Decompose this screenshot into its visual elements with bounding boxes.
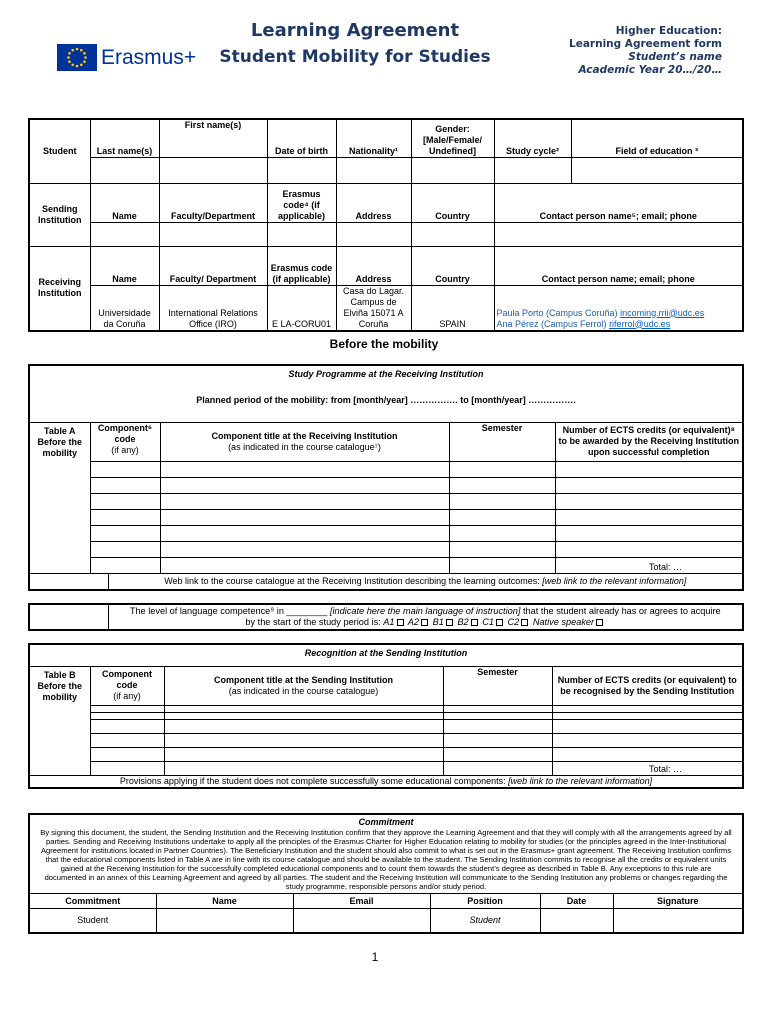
receiving-country-header: Country (411, 246, 494, 285)
eu-flag-icon (57, 44, 97, 71)
language-level-checkbox[interactable] (496, 619, 503, 626)
first-name-header: First name(s) (159, 119, 267, 157)
sending-erasmus-code-header: Erasmus code⁴ (if applicable) (267, 183, 336, 222)
table-a-row-3-title[interactable] (160, 493, 449, 509)
table-a-row-3-code[interactable] (90, 493, 160, 509)
planned-period: Planned period of the mobility: from [month/year] ……………. to [month/year] ……………. (196, 395, 576, 405)
language-level-checkbox[interactable] (521, 619, 528, 626)
table-b-col-title (164, 666, 443, 705)
language-level-checkbox[interactable] (596, 619, 603, 626)
study-cycle-header: Study cycle² (494, 119, 571, 157)
table-a-total-spacer3 (449, 557, 555, 573)
table-b-row-2-semester[interactable] (443, 712, 552, 719)
language-level-checkbox[interactable] (397, 619, 404, 626)
table-b-label: Table B Before the mobility (29, 666, 90, 775)
logo-text: Erasmus+ (101, 46, 197, 69)
language-level-c2: C2 (507, 617, 520, 627)
table-a-row-2-code[interactable] (90, 477, 160, 493)
nationality-cell[interactable] (336, 157, 411, 183)
table-b-row-3-ects[interactable] (552, 719, 743, 733)
weblink-placeholder[interactable]: [web link to the relevant information] (542, 575, 687, 586)
language-level-native-speaker: Native speaker (532, 617, 595, 627)
dob-cell[interactable] (267, 157, 336, 183)
last-name-header: Last name(s) (90, 119, 159, 157)
table-a-row-1-title[interactable] (160, 461, 449, 477)
commitment-body: By signing this document, the student, the Sending Institution and the Receiving Institution confirm that they approve the Learning Agreement and that they will comply with all the arrangements agreed by all parties. Sending and Receiving Institutions undertake to apply all the principles of the Erasmus Charter for Higher Education relating to mobility for studies (or the principles agreed in the Inter-Institutional Agreement for institutions located in Partner Countries). The Beneficiary Institution and the student should also commit to what is set out in the Erasmus+ grant agreement. The Receiving Institution confirms that the educational components listed in Table A are in line with its course catalogue and should be available to the student. The Sending Institution commits to recognise all the credits or equivalent units gained at the Receiving Institution for the successfully completed educational components and to count them towards the student’s degree as described in Table B. Any exceptions to this rule are documented in an annex of this Learning Agreement and agreed by all parties. The student and the Receiving Institution will communicate to the Sending Institution any problems or changes regarding the study programme, responsible persons and/or study period. (40, 828, 732, 891)
table-a-row-5-code[interactable] (90, 525, 160, 541)
commitment-student-name[interactable] (156, 909, 293, 933)
commitment-header-position: Position (430, 894, 540, 909)
gender-cell[interactable] (411, 157, 494, 183)
language-text-pre: The level of language competence⁹ in ________ (129, 606, 330, 616)
language-cell (108, 604, 743, 630)
table-a-row-5-semester[interactable] (449, 525, 555, 541)
sending-row-label: Sending Institution (29, 183, 90, 246)
table-b-row-1-code[interactable] (90, 705, 164, 712)
table-b-row-1-title[interactable] (164, 705, 443, 712)
contact1-email-link[interactable]: incoming.rrii@udc.es (620, 307, 705, 318)
table-b-row-4-title[interactable] (164, 733, 443, 747)
language-level-checkbox[interactable] (471, 619, 478, 626)
table-a-row-6-title[interactable] (160, 541, 449, 557)
sending-name-header: Name (90, 183, 159, 222)
header-right-block (569, 25, 722, 77)
language-table (28, 603, 744, 631)
commitment-row-student: Student (29, 909, 156, 933)
commitment-header-name: Name (156, 894, 293, 909)
commitment-text-cell (29, 814, 743, 894)
header-right-line3: Student’s name (628, 51, 722, 63)
weblink-cell (108, 573, 743, 590)
table-a-col-code (90, 422, 160, 461)
last-name-cell[interactable] (90, 157, 159, 183)
table-b-col-title-sub: (as indicated in the course catalogue) (228, 685, 379, 696)
table-b-row-5-code[interactable] (90, 747, 164, 761)
student-row-label: Student (29, 119, 90, 183)
receiving-contact-header: Contact person name; email; phone (494, 246, 743, 285)
commitment-title: Commitment (358, 817, 414, 827)
header-right-line1: Higher Education: (615, 25, 722, 37)
receiving-name-value: Universidade da Coruña (90, 285, 159, 331)
receiving-faculty-header: Faculty/ Department (159, 246, 267, 285)
table-a-col-code-title: Component⁶ code (97, 422, 153, 444)
table-b-total-spacer (90, 761, 164, 775)
language-levels (111, 617, 741, 628)
table-a-row-5-title[interactable] (160, 525, 449, 541)
commitment-header-signature: Signature (613, 894, 743, 909)
table-a-row-4-ects[interactable] (555, 509, 743, 525)
receiving-country-value: SPAIN (411, 285, 494, 331)
table-a-row-6-ects[interactable] (555, 541, 743, 557)
language-spacer (29, 604, 108, 630)
table-b-row-3-code[interactable] (90, 719, 164, 733)
language-level-b2: B2 (457, 617, 469, 627)
commitment-student-date[interactable] (540, 909, 613, 933)
commitment-student-position: Student (430, 909, 540, 933)
commitment-header-commitment: Commitment (29, 894, 156, 909)
language-text-post: that the student already has or agrees to acquire (520, 606, 721, 616)
nationality-header: Nationality¹ (336, 119, 411, 157)
commitment-header-date: Date (540, 894, 613, 909)
table-b-row-2-ects[interactable] (552, 712, 743, 719)
commitment-header-email: Email (293, 894, 430, 909)
receiving-faculty-value: International Relations Office (IRO) (159, 285, 267, 331)
table-a-col-title-main: Component title at the Receiving Institution (211, 430, 398, 441)
student-institution-table (28, 118, 744, 332)
dob-header: Date of birth (267, 119, 336, 157)
commitment-student-signature[interactable] (613, 909, 743, 933)
document-subtitle: Student Mobility for Studies (219, 47, 491, 67)
sending-contact-header: Contact person name⁵; email; phone (494, 183, 743, 222)
table-a-total-spacer2 (160, 557, 449, 573)
provisions-placeholder[interactable]: [web link to the relevant information] (508, 775, 653, 786)
table-b-row-5-ects[interactable] (552, 747, 743, 761)
language-level-a1: A1 (383, 617, 395, 627)
table-b-col-code (90, 666, 164, 705)
table-b-row-5-semester[interactable] (443, 747, 552, 761)
table-a-row-4-code[interactable] (90, 509, 160, 525)
sending-contact-cell[interactable] (494, 222, 743, 246)
table-b-col-code-title: Component code (102, 669, 152, 690)
table-a-row-1-code[interactable] (90, 461, 160, 477)
table-a-total-spacer (90, 557, 160, 573)
table-b-total-spacer3 (443, 761, 552, 775)
language-level-checkbox[interactable] (446, 619, 453, 626)
table-a-row-6-code[interactable] (90, 541, 160, 557)
sending-country-cell[interactable] (411, 222, 494, 246)
contact1-name: Paula Porto (Campus Coruña) (496, 307, 618, 318)
table-a-row-3-ects[interactable] (555, 493, 743, 509)
table-b-col-ects: Number of ECTS credits (or equivalent) to be recognised by the Sending Institution (552, 666, 743, 705)
receiving-name-header: Name (90, 246, 159, 285)
sending-address-header: Address (336, 183, 411, 222)
language-level-a2: A2 (407, 617, 419, 627)
section-title: Before the mobility (329, 337, 439, 351)
table-b-row-4-semester[interactable] (443, 733, 552, 747)
weblink-text: Web link to the course catalogue at the Receiving Institution describing the learning outcomes: (164, 575, 543, 586)
table-a (28, 364, 744, 591)
receiving-code-value: E LA-CORU01 (267, 285, 336, 331)
gender-header: Gender: [Male/Female/ Undefined] (411, 119, 494, 157)
header-right-line4: Academic Year 20…/20… (578, 64, 722, 76)
commitment-student-email[interactable] (293, 909, 430, 933)
language-level-c1: C1 (482, 617, 494, 627)
table-b-row-4-ects[interactable] (552, 733, 743, 747)
table-b-col-code-sub: (if any) (113, 691, 141, 701)
table-b-row-1-semester[interactable] (443, 705, 552, 712)
table-a-row-2-ects[interactable] (555, 477, 743, 493)
table-a-col-ects: Number of ECTS credits (or equivalent)⁸ to be awarded by the Receiving Institution upon successful completion (555, 422, 743, 461)
table-b-row-2-title[interactable] (164, 712, 443, 719)
table-b-total: Total: … (552, 761, 743, 775)
table-a-row-2-semester[interactable] (449, 477, 555, 493)
table-a-col-code-sub: (if any) (111, 444, 139, 455)
table-a-col-title (160, 422, 449, 461)
table-b-row-1-ects[interactable] (552, 705, 743, 712)
header-right-line2: Learning Agreement form (569, 38, 722, 50)
language-level-b1: B1 (432, 617, 444, 627)
document-title: Learning Agreement (250, 20, 460, 41)
table-a-col-title-sub: (as indicated in the course catalogue⁷) (228, 441, 381, 452)
table-a-col-semester: Semester (449, 422, 555, 461)
table-a-row-2-title[interactable] (160, 477, 449, 493)
table-b-row-2-code[interactable] (90, 712, 164, 719)
language-text-italic: [indicate here the main language of instruction] (329, 606, 521, 616)
provisions-text: Provisions applying if the student does not complete successfully some educational components: (119, 775, 509, 786)
commitment-table (28, 813, 744, 934)
table-b-row-5-title[interactable] (164, 747, 443, 761)
first-name-cell[interactable] (159, 157, 267, 183)
field-of-education-header: Field of education ³ (571, 119, 743, 157)
weblink-spacer (29, 573, 108, 590)
sending-code-cell[interactable] (267, 222, 336, 246)
table-a-row-1-semester[interactable] (449, 461, 555, 477)
sending-country-header: Country (411, 183, 494, 222)
table-b-row-3-title[interactable] (164, 719, 443, 733)
table-a-label: Table A Before the mobility (29, 422, 90, 573)
table-a-row-5-ects[interactable] (555, 525, 743, 541)
table-a-total: Total: … (555, 557, 743, 573)
receiving-row-label: Receiving Institution (29, 246, 90, 331)
table-a-caption: Study Programme at the Receiving Institution (288, 369, 484, 379)
table-a-row-4-title[interactable] (160, 509, 449, 525)
contact2-name: Ana Pérez (Campus Ferrol) (496, 318, 607, 329)
table-a-row-4-semester[interactable] (449, 509, 555, 525)
table-a-caption-cell (29, 365, 743, 422)
table-b (28, 643, 744, 789)
sending-faculty-header: Faculty/Department (159, 183, 267, 222)
table-b-caption: Recognition at the Sending Institution (29, 644, 743, 666)
field-cell[interactable] (571, 157, 743, 183)
study-cycle-cell[interactable] (494, 157, 571, 183)
language-level-checkbox[interactable] (421, 619, 428, 626)
receiving-address-header: Address (336, 246, 411, 285)
erasmus-logo (57, 44, 197, 74)
table-a-row-6-semester[interactable] (449, 541, 555, 557)
table-b-col-semester: Semester (443, 666, 552, 705)
table-a-row-3-semester[interactable] (449, 493, 555, 509)
table-a-row-1-ects[interactable] (555, 461, 743, 477)
page-number: 1 (371, 950, 379, 964)
provisions-cell (29, 775, 743, 788)
language-line2: by the start of the study period is: (245, 617, 384, 627)
table-b-total-spacer2 (164, 761, 443, 775)
sending-faculty-cell[interactable] (159, 222, 267, 246)
receiving-address-value: Casa do Lagar. Campus de Elviña 15071 A Coruña (336, 285, 411, 331)
table-b-col-title-main: Component title at the Sending Institution (214, 674, 393, 685)
table-b-row-3-semester[interactable] (443, 719, 552, 733)
sending-address-cell[interactable] (336, 222, 411, 246)
table-b-row-4-code[interactable] (90, 733, 164, 747)
receiving-erasmus-code-header: Erasmus code (if applicable) (267, 246, 336, 285)
contact2-email-link[interactable]: riferrol@udc.es (609, 318, 671, 329)
receiving-contact-value (494, 285, 743, 331)
sending-name-cell[interactable] (90, 222, 159, 246)
